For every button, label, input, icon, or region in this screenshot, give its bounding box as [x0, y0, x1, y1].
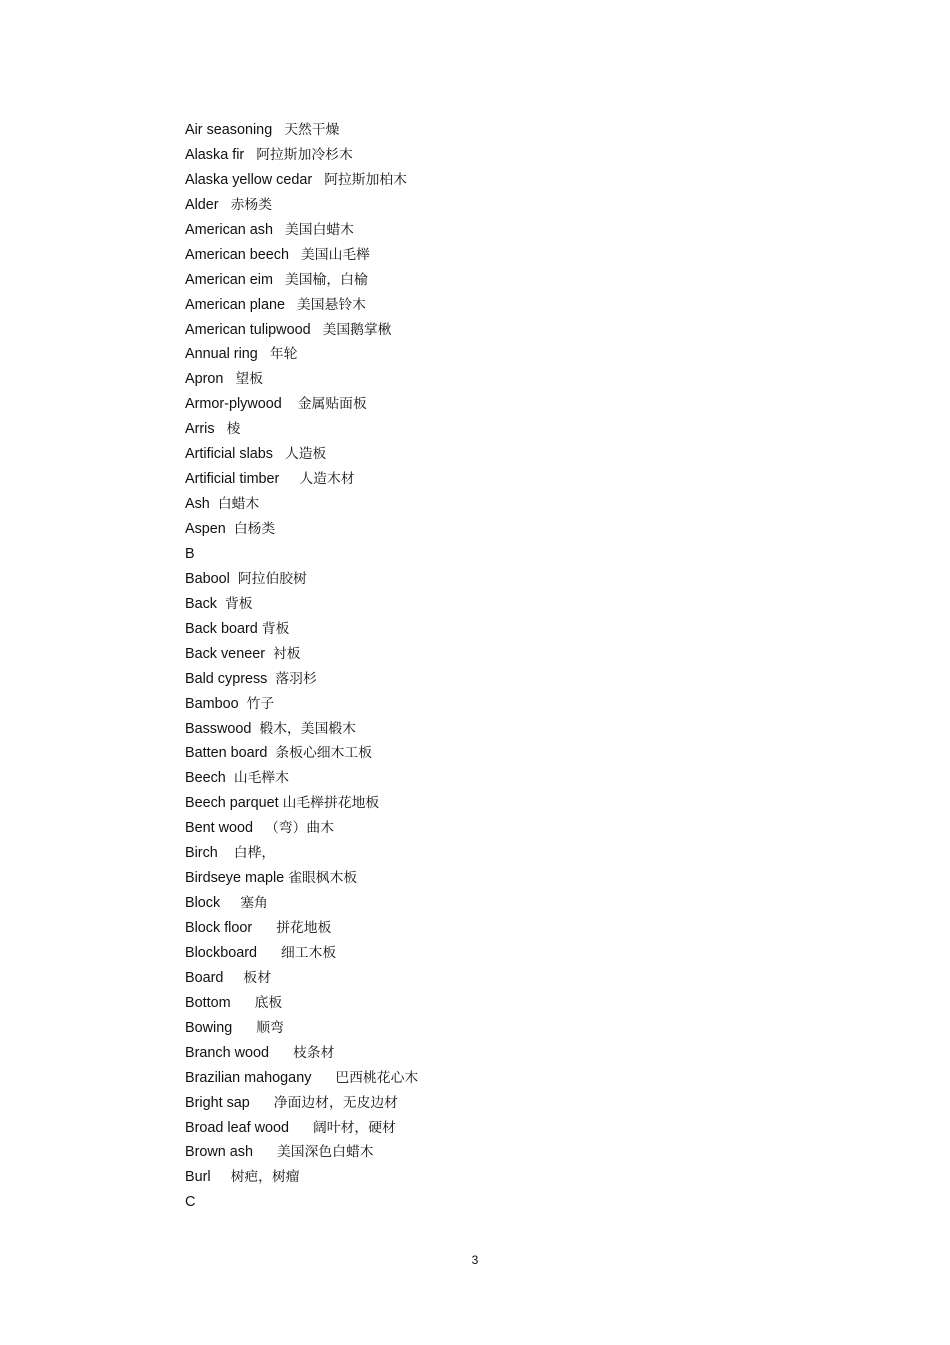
glossary-entry — [185, 841, 785, 866]
glossary-entry — [185, 467, 785, 492]
entry-translation: 净面边材，无皮边材 — [273, 1094, 398, 1111]
entry-term: Bright sap — [185, 1094, 250, 1111]
entry-separator — [257, 945, 281, 961]
entry-translation: 人造木材 — [299, 471, 355, 488]
entry-separator — [272, 122, 284, 138]
entry-term: Bald cypress — [185, 670, 268, 687]
glossary-entry — [185, 617, 785, 642]
entry-separator — [226, 770, 234, 786]
entry-term: American ash — [185, 221, 273, 238]
entry-translation: 细工木板 — [281, 944, 337, 961]
glossary-entry — [185, 342, 785, 367]
entry-separator — [217, 596, 225, 612]
glossary-entry — [185, 1116, 785, 1141]
glossary-entry — [185, 417, 785, 442]
entry-separator — [239, 696, 247, 712]
entry-term: Aspen — [185, 521, 226, 537]
entry-term: Burl — [185, 1169, 211, 1186]
glossary-entry — [185, 717, 785, 742]
entry-term: Brown ash — [185, 1144, 253, 1161]
entry-translation: 条板心细木工板 — [275, 745, 372, 762]
entry-separator — [273, 222, 285, 238]
entry-separator — [226, 521, 234, 537]
entry-term: American eim — [185, 271, 273, 288]
entry-separator — [250, 1095, 274, 1111]
entry-term: Bottom — [185, 994, 231, 1011]
glossary-entry — [185, 1041, 785, 1066]
entry-separator — [269, 1045, 293, 1061]
glossary-entry — [185, 268, 785, 293]
entry-separator — [244, 147, 256, 163]
entry-term: Block floor — [185, 920, 253, 936]
entry-separator — [279, 471, 299, 487]
glossary-entry — [185, 118, 785, 143]
entry-separator — [311, 322, 323, 338]
entry-term: Armor-plywood — [185, 396, 282, 413]
entry-term: Artificial timber — [185, 471, 280, 488]
entry-separator — [253, 820, 265, 836]
entry-translation: 年轮 — [269, 346, 298, 363]
glossary-entry — [185, 392, 785, 417]
glossary-entry — [185, 791, 785, 816]
glossary-entry — [185, 193, 785, 218]
entry-term: American plane — [185, 296, 285, 313]
entry-separator — [230, 571, 238, 587]
glossary-entry — [185, 1091, 785, 1116]
glossary-entry — [185, 866, 785, 891]
entry-separator — [223, 970, 243, 986]
entry-translation: 衬板 — [273, 645, 301, 662]
entry-translation: 美国鹅掌楸 — [322, 321, 392, 338]
entry-term: C — [185, 1194, 196, 1211]
entry-term: American beech — [185, 246, 289, 263]
entry-translation: 美国山毛榉 — [301, 246, 370, 263]
entry-separator — [312, 172, 324, 188]
entry-translation: 落羽杉 — [275, 670, 317, 687]
entry-term: Branch wood — [185, 1044, 269, 1061]
entry-translation: 山毛榉木 — [233, 770, 289, 787]
entry-translation: 阔叶材，硬材 — [313, 1119, 396, 1136]
entry-separator — [210, 496, 218, 512]
entry-term: Bent wood — [185, 820, 254, 837]
entry-separator — [218, 845, 234, 861]
entry-translation: 拼花地板 — [276, 920, 332, 936]
entry-term: Birch — [185, 845, 218, 862]
glossary-entry — [185, 692, 785, 717]
entry-translation: 棱 — [226, 421, 241, 438]
entry-translation: 美国榆，白榆 — [284, 271, 368, 288]
glossary-entry — [185, 667, 785, 692]
glossary-entry — [185, 1165, 785, 1190]
entry-translation: 天然干燥 — [284, 122, 340, 138]
entry-term: American tulipwood — [185, 321, 311, 338]
entry-translation: 山毛榉拼花地板 — [282, 795, 380, 812]
entry-term: Beech parquet — [185, 795, 279, 812]
entry-translation: 雀眼枫木板 — [288, 870, 358, 887]
entry-translation: 椴木，美国椴木 — [259, 720, 356, 737]
entry-separator — [289, 1120, 313, 1136]
glossary-entry — [185, 766, 785, 791]
entry-translation: 阿拉斯加冷杉木 — [256, 146, 353, 163]
glossary-entry — [185, 1140, 785, 1165]
entry-term: Beech — [185, 770, 226, 787]
glossary-entry — [185, 542, 785, 567]
entry-translation: 赤杨类 — [230, 196, 272, 213]
entry-term: Back — [185, 595, 217, 612]
page-number: 3 — [471, 1253, 479, 1267]
entry-separator — [219, 197, 231, 213]
glossary-entry — [185, 991, 785, 1016]
entry-translation: 塞角 — [240, 895, 268, 912]
entry-translation: 巴西桃花心木 — [335, 1069, 419, 1086]
entry-term: Block — [185, 895, 221, 912]
entry-separator — [311, 1070, 335, 1086]
glossary-entry — [185, 1066, 785, 1091]
glossary-entry — [185, 442, 785, 467]
glossary-entry — [185, 966, 785, 991]
entry-translation: 底板 — [254, 994, 283, 1011]
entry-translation: 枝条材 — [293, 1044, 335, 1061]
glossary-entry — [185, 517, 785, 542]
entry-separator — [258, 346, 270, 362]
entry-separator — [273, 272, 285, 288]
entry-separator — [265, 646, 273, 662]
entry-term: Batten board — [185, 745, 268, 762]
glossary-entry — [185, 916, 785, 941]
entry-separator — [285, 297, 297, 313]
glossary-entry — [185, 318, 785, 343]
glossary-entry — [185, 367, 785, 392]
glossary-entry — [185, 592, 785, 617]
entry-term: Board — [185, 969, 224, 986]
entry-translation: 白桦， — [233, 845, 276, 862]
glossary-entry — [185, 941, 785, 966]
entry-translation: 阿拉伯胶树 — [237, 570, 307, 587]
glossary-entry — [185, 1190, 785, 1215]
entry-separator — [253, 1144, 277, 1160]
entry-term: Annual ring — [185, 346, 258, 363]
entry-translation: 树疤，树瘤 — [230, 1169, 300, 1186]
entry-translation: 背板 — [225, 595, 253, 612]
entry-term: Bamboo — [185, 695, 239, 712]
entry-term: B — [185, 545, 195, 562]
entry-translation: 望板 — [235, 371, 263, 388]
entry-term: Arris — [185, 421, 215, 438]
entry-translation: 背板 — [261, 620, 290, 637]
entry-separator — [273, 446, 285, 462]
entry-separator — [252, 920, 276, 936]
entry-separator — [220, 895, 240, 911]
entry-separator — [289, 247, 301, 263]
entry-translation: 竹子 — [246, 695, 275, 712]
entry-separator — [231, 995, 255, 1011]
entry-translation: 美国白蜡木 — [284, 221, 354, 238]
glossary-entry — [185, 293, 785, 318]
entry-term: Birdseye maple — [185, 870, 285, 887]
entry-term: Ash — [185, 496, 210, 513]
entry-term: Apron — [185, 371, 224, 388]
glossary-entry — [185, 741, 785, 766]
entry-term: Alaska yellow cedar — [185, 171, 313, 188]
entry-separator — [211, 1169, 231, 1185]
entry-translation: 白蜡木 — [217, 496, 260, 513]
glossary-entry — [185, 143, 785, 168]
entry-term: Basswood — [185, 720, 252, 737]
glossary-entry — [185, 492, 785, 517]
glossary-entry — [185, 891, 785, 916]
entry-term: Alder — [185, 196, 219, 213]
entry-term: Brazilian mahogany — [185, 1069, 312, 1086]
entry-separator — [215, 421, 227, 437]
glossary-entry — [185, 218, 785, 243]
entry-separator — [223, 371, 235, 387]
entry-translation: （弯）曲木 — [265, 820, 334, 837]
entry-term: Artificial slabs — [185, 446, 273, 463]
glossary-entry — [185, 1016, 785, 1041]
entry-term: Air seasoning — [185, 122, 273, 138]
entry-translation: 板材 — [243, 969, 271, 986]
glossary-entry — [185, 243, 785, 268]
entry-term: Babool — [185, 570, 230, 587]
entry-translation: 美国悬铃木 — [297, 296, 366, 313]
entry-term: Back veneer — [185, 645, 265, 662]
entry-term: Broad leaf wood — [185, 1119, 290, 1136]
glossary-entry — [185, 567, 785, 592]
glossary-list — [185, 118, 785, 1215]
entry-term: Blockboard — [185, 944, 257, 961]
entry-separator — [232, 1020, 256, 1036]
entry-term: Back board — [185, 620, 258, 637]
entry-translation: 顺弯 — [256, 1019, 284, 1036]
entry-translation: 人造板 — [284, 446, 327, 463]
glossary-entry — [185, 168, 785, 193]
entry-translation: 金属贴面板 — [297, 396, 367, 413]
entry-separator — [282, 396, 298, 412]
glossary-entry — [185, 642, 785, 667]
entry-translation: 白杨类 — [233, 521, 276, 537]
entry-translation: 阿拉斯加柏木 — [324, 171, 407, 188]
entry-term: Bowing — [185, 1019, 233, 1036]
entry-translation: 美国深色白蜡木 — [277, 1144, 374, 1161]
entry-term: Alaska fir — [185, 146, 245, 163]
glossary-entry — [185, 816, 785, 841]
